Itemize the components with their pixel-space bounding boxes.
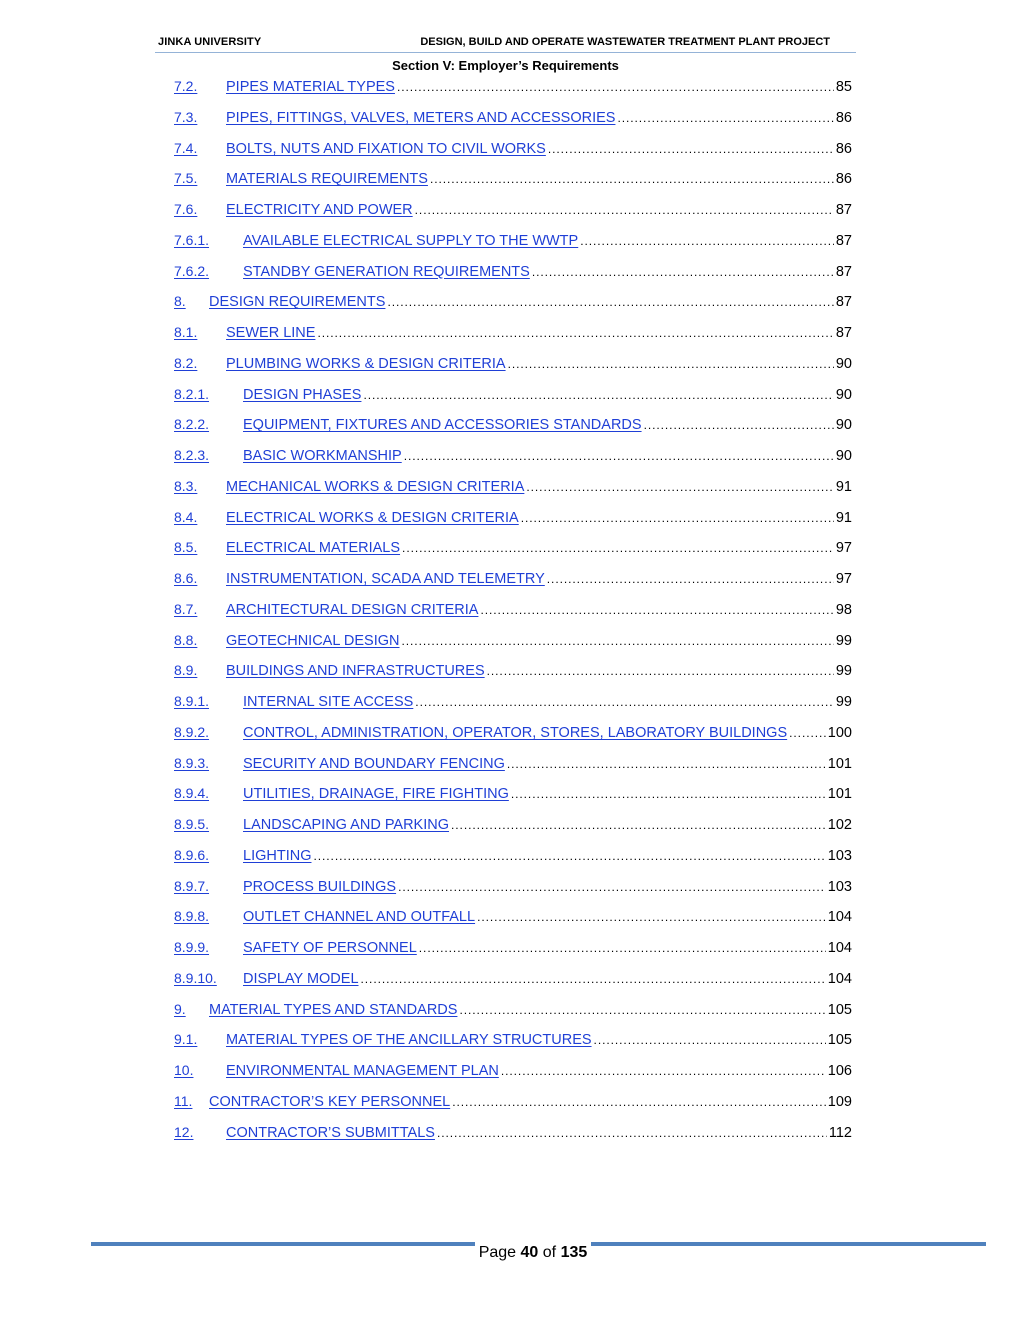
toc-entry-number[interactable]: 8.5. — [174, 539, 198, 556]
toc-entry[interactable] — [174, 937, 852, 957]
toc-entry-number[interactable]: 12. — [174, 1123, 194, 1140]
toc-leader-dots — [511, 784, 826, 804]
toc-leader-dots — [317, 323, 833, 343]
toc-entry-title[interactable]: UTILITIES, DRAINAGE, FIRE FIGHTING — [243, 786, 509, 803]
toc-entry-page[interactable]: 90 — [835, 448, 852, 464]
toc-entry-page[interactable]: 100 — [827, 724, 852, 741]
toc-leader-dots — [397, 77, 834, 97]
toc-entry[interactable] — [174, 722, 852, 742]
page-prefix: Page — [478, 1244, 517, 1261]
toc-entry-page[interactable]: 99 — [835, 694, 852, 710]
toc-entry[interactable] — [174, 906, 852, 926]
toc-entry-page[interactable]: 90 — [835, 355, 852, 372]
toc-leader-dots — [430, 169, 834, 189]
toc-entry-title[interactable]: PROCESS BUILDINGS — [243, 878, 397, 895]
toc-entry-page[interactable]: 86 — [835, 109, 852, 126]
toc-entry-title[interactable]: BASIC WORKMANSHIP — [243, 448, 402, 464]
toc-entry-title[interactable]: DISPLAY MODEL — [243, 970, 359, 987]
toc-entry[interactable] — [174, 537, 852, 557]
toc-entry[interactable] — [174, 1029, 852, 1049]
toc-leader-dots — [644, 415, 834, 435]
toc-entry[interactable] — [174, 261, 852, 281]
toc-entry-number[interactable]: 8.1. — [174, 324, 198, 340]
toc-leader-dots — [789, 723, 826, 743]
toc-entry-number[interactable]: 8.8. — [174, 631, 198, 648]
toc-entry-number[interactable]: 8.9.1. — [174, 693, 210, 709]
toc-leader-dots — [361, 969, 826, 989]
toc-entry-title[interactable]: SAFETY OF PERSONNEL — [243, 940, 417, 956]
toc-entry-number[interactable]: 7.6. — [174, 201, 198, 217]
toc-leader-dots — [398, 877, 826, 897]
toc-entry-title[interactable]: MATERIAL TYPES AND STANDARDS — [209, 1001, 458, 1018]
toc-entry[interactable] — [174, 599, 852, 619]
toc-entry[interactable] — [174, 568, 852, 588]
toc-entry-number[interactable]: 8.2.1. — [174, 385, 210, 402]
toc-leader-dots — [477, 907, 826, 927]
toc-entry-page[interactable]: 86 — [835, 140, 852, 157]
toc-entry-page[interactable]: 87 — [835, 325, 852, 341]
toc-entry-title[interactable]: ARCHITECTURAL DESIGN CRITERIA — [226, 601, 479, 618]
toc-entry-title[interactable]: ENVIRONMENTAL MANAGEMENT PLAN — [226, 1063, 499, 1079]
toc-entry-title[interactable]: CONTROL, ADMINISTRATION, OPERATOR, STORES, LABORATORY BUILDINGS — [243, 724, 788, 741]
toc-entry[interactable] — [174, 999, 852, 1019]
toc-leader-dots — [547, 569, 834, 589]
toc-leader-dots — [313, 846, 825, 866]
toc-entry-page[interactable]: 85 — [835, 79, 852, 95]
toc-entry-number[interactable]: 8.9.9. — [174, 939, 210, 955]
toc-entry-page[interactable]: 103 — [827, 878, 852, 895]
toc-entry[interactable] — [174, 353, 852, 373]
toc-entry-page[interactable]: 97 — [835, 540, 852, 557]
toc-entry[interactable] — [174, 660, 852, 680]
toc-entry-number[interactable]: 7.2. — [174, 78, 198, 94]
toc-entry-title[interactable]: LANDSCAPING AND PARKING — [243, 817, 450, 833]
toc-entry-page[interactable]: 87 — [835, 232, 852, 249]
toc-entry-page[interactable]: 97 — [835, 571, 852, 587]
total-pages: 135 — [560, 1244, 588, 1261]
toc-entry[interactable] — [174, 1091, 852, 1111]
toc-entry[interactable] — [174, 845, 852, 865]
toc-entry-page[interactable]: 99 — [835, 663, 852, 680]
toc-leader-dots — [415, 692, 834, 712]
toc-entry-number[interactable]: 8.9.10. — [174, 969, 217, 986]
toc-entry[interactable] — [174, 1060, 852, 1080]
toc-entry-title[interactable]: ELECTRICAL MATERIALS — [226, 540, 401, 557]
toc-entry-title[interactable]: MATERIALS REQUIREMENTS — [226, 171, 428, 188]
toc-entry-number[interactable]: 8.9.5. — [174, 816, 210, 832]
toc-leader-dots — [507, 754, 826, 774]
header-divider — [155, 52, 856, 53]
toc-entry-title[interactable]: PIPES, FITTINGS, VALVES, METERS AND ACCESSORIES — [226, 109, 616, 126]
toc-entry-title[interactable]: INSTRUMENTATION, SCADA AND TELEMETRY — [226, 571, 545, 587]
toc-leader-dots — [415, 200, 834, 220]
toc-entry[interactable] — [174, 783, 852, 803]
toc-leader-dots — [501, 1061, 826, 1081]
toc-entry[interactable] — [174, 445, 852, 465]
toc-entry-number[interactable]: 8.6. — [174, 570, 198, 586]
toc-entry-page[interactable]: 90 — [835, 386, 852, 403]
toc-entry-page[interactable]: 104 — [827, 970, 852, 987]
toc-entry-page[interactable]: 91 — [835, 478, 852, 495]
toc-leader-dots — [404, 446, 834, 466]
toc-entry-page[interactable]: 99 — [835, 632, 852, 649]
toc-entry-page[interactable]: 104 — [827, 940, 852, 956]
toc-entry-title[interactable]: STANDBY GENERATION REQUIREMENTS — [243, 263, 530, 280]
section-title: Section V: Employer’s Requirements — [392, 58, 619, 73]
header-project-title: DESIGN, BUILD AND OPERATE WASTEWATER TREATMENT PLANT PROJECT — [420, 36, 830, 48]
toc-entry-title[interactable]: CONTRACTOR’S KEY PERSONNEL — [209, 1093, 451, 1110]
toc-entry[interactable] — [174, 199, 852, 219]
toc-entry[interactable] — [174, 476, 852, 496]
toc-entry[interactable] — [174, 76, 852, 96]
toc-entry-title[interactable]: PIPES MATERIAL TYPES — [226, 79, 395, 95]
toc-leader-dots — [548, 139, 834, 159]
toc-entry-page[interactable]: 112 — [828, 1124, 852, 1141]
toc-entry-number[interactable]: 8. — [174, 293, 186, 310]
toc-entry[interactable] — [174, 507, 852, 527]
toc-leader-dots — [617, 108, 833, 128]
toc-entry-page[interactable]: 104 — [827, 909, 852, 926]
toc-entry-number[interactable]: 9. — [174, 1000, 186, 1017]
page-footer — [0, 1242, 1024, 1264]
toc-entry-page[interactable]: 105 — [827, 1032, 852, 1049]
toc-entry-title[interactable]: BUILDINGS AND INFRASTRUCTURES — [226, 663, 485, 680]
toc-entry-number[interactable]: 7.6.2. — [174, 262, 210, 279]
header-university: JINKA UNIVERSITY — [158, 36, 262, 48]
toc-entry[interactable] — [174, 107, 852, 127]
toc-entry-page[interactable]: 87 — [835, 263, 852, 280]
toc-entry-number[interactable]: 9.1. — [174, 1031, 198, 1048]
toc-entry[interactable] — [174, 1122, 852, 1142]
toc-leader-dots — [459, 1000, 825, 1020]
toc-entry-title[interactable]: CONTRACTOR’S SUBMITTALS — [226, 1124, 435, 1141]
toc-leader-dots — [594, 1030, 826, 1050]
toc-entry-page[interactable]: 102 — [827, 817, 852, 833]
toc-leader-dots — [387, 292, 833, 312]
toc-entry-number[interactable]: 8.9.6. — [174, 846, 210, 863]
toc-leader-dots — [363, 385, 833, 405]
toc-entry-title[interactable]: MATERIAL TYPES OF THE ANCILLARY STRUCTURES — [226, 1032, 592, 1049]
toc-entry[interactable] — [174, 384, 852, 404]
page-number — [475, 1242, 592, 1264]
toc-leader-dots — [402, 538, 834, 558]
toc-entry-number[interactable]: 10. — [174, 1062, 194, 1078]
toc-entry[interactable] — [174, 968, 852, 988]
toc-entry-number[interactable]: 8.9.4. — [174, 785, 210, 802]
toc-entry-number[interactable]: 8.2.2. — [174, 416, 210, 433]
toc-entry[interactable] — [174, 230, 852, 250]
toc-entry-number[interactable]: 8.4. — [174, 508, 198, 525]
toc-entry-number[interactable]: 8.3. — [174, 477, 198, 494]
page-of: of — [542, 1244, 557, 1261]
toc-entry-title[interactable]: OUTLET CHANNEL AND OUTFALL — [243, 909, 476, 926]
toc-entry-title[interactable]: ELECTRICAL WORKS & DESIGN CRITERIA — [226, 509, 519, 526]
toc-leader-dots — [508, 354, 834, 374]
toc-entry-number[interactable]: 11. — [174, 1092, 193, 1109]
toc-entry[interactable] — [174, 876, 852, 896]
toc-leader-dots — [580, 231, 834, 251]
toc-entry-title[interactable]: AVAILABLE ELECTRICAL SUPPLY TO THE WWTP — [243, 232, 579, 249]
toc-leader-dots — [402, 631, 834, 651]
toc-entry-page[interactable]: 91 — [835, 509, 852, 526]
toc-entry-number[interactable]: 7.3. — [174, 108, 198, 125]
toc-entry-number[interactable]: 7.5. — [174, 170, 198, 187]
toc-entry-page[interactable]: 105 — [827, 1001, 852, 1018]
toc-entry[interactable] — [174, 414, 852, 434]
toc-entry[interactable] — [174, 322, 852, 342]
toc-entry-page[interactable]: 87 — [835, 294, 852, 311]
toc-entry-page[interactable]: 109 — [827, 1093, 852, 1110]
toc-entry[interactable] — [174, 691, 852, 711]
toc-entry-title[interactable]: INTERNAL SITE ACCESS — [243, 694, 414, 710]
toc-leader-dots — [419, 938, 826, 958]
toc-entry[interactable] — [174, 630, 852, 650]
toc-leader-dots — [451, 815, 826, 835]
current-page: 40 — [520, 1244, 539, 1261]
toc-entry-number[interactable]: 8.2. — [174, 354, 198, 371]
toc-entry-page[interactable]: 106 — [827, 1063, 852, 1079]
toc-leader-dots — [437, 1123, 827, 1143]
toc-entry[interactable] — [174, 814, 852, 834]
toc-leader-dots — [452, 1092, 826, 1112]
toc-entry-title[interactable]: GEOTECHNICAL DESIGN — [226, 632, 400, 649]
toc-entry-title[interactable]: ELECTRICITY AND POWER — [226, 202, 413, 218]
toc-leader-dots — [480, 600, 833, 620]
toc-entry-title[interactable]: SECURITY AND BOUNDARY FENCING — [243, 755, 505, 772]
toc-entry-number[interactable]: 7.4. — [174, 139, 198, 156]
toc-leader-dots — [532, 262, 834, 282]
toc-entry-title[interactable]: EQUIPMENT, FIXTURES AND ACCESSORIES STANDARDS — [243, 417, 642, 434]
toc-entry-title[interactable]: SEWER LINE — [226, 325, 316, 341]
toc-entry[interactable] — [174, 753, 852, 773]
toc-entry-title[interactable]: PLUMBING WORKS & DESIGN CRITERIA — [226, 355, 506, 372]
toc-entry-number[interactable]: 8.9.8. — [174, 908, 210, 925]
toc-entry[interactable] — [174, 291, 852, 311]
toc-entry-page[interactable]: 103 — [827, 847, 852, 864]
toc-entry-title[interactable]: DESIGN REQUIREMENTS — [209, 294, 386, 311]
toc-entry-number[interactable]: 8.9.3. — [174, 754, 210, 771]
toc-entry-page[interactable]: 101 — [827, 755, 852, 772]
toc-entry-page[interactable]: 86 — [835, 171, 852, 188]
toc-entry-page[interactable]: 101 — [827, 786, 852, 803]
toc-entry-title[interactable]: MECHANICAL WORKS & DESIGN CRITERIA — [226, 478, 525, 495]
toc-entry-number[interactable]: 8.9.2. — [174, 723, 210, 740]
toc-entry-number[interactable]: 8.7. — [174, 600, 198, 617]
toc-entry-number[interactable]: 8.2.3. — [174, 447, 210, 463]
toc-entry-page[interactable]: 87 — [835, 202, 852, 218]
toc-leader-dots — [521, 508, 834, 528]
toc-entry-title[interactable]: LIGHTING — [243, 847, 312, 864]
toc-entry-title[interactable]: BOLTS, NUTS AND FIXATION TO CIVIL WORKS — [226, 140, 546, 157]
toc-entry[interactable] — [174, 168, 852, 188]
toc-leader-dots — [487, 661, 834, 681]
toc-entry-number[interactable]: 8.9.7. — [174, 877, 210, 894]
toc-leader-dots — [526, 477, 833, 497]
toc-entry-title[interactable]: DESIGN PHASES — [243, 386, 362, 403]
toc-entry-number[interactable]: 7.6.1. — [174, 231, 210, 248]
toc-entry[interactable] — [174, 138, 852, 158]
toc-entry-number[interactable]: 8.9. — [174, 662, 198, 679]
toc-entry-page[interactable]: 90 — [835, 417, 852, 434]
toc-entry-page[interactable]: 98 — [835, 601, 852, 618]
